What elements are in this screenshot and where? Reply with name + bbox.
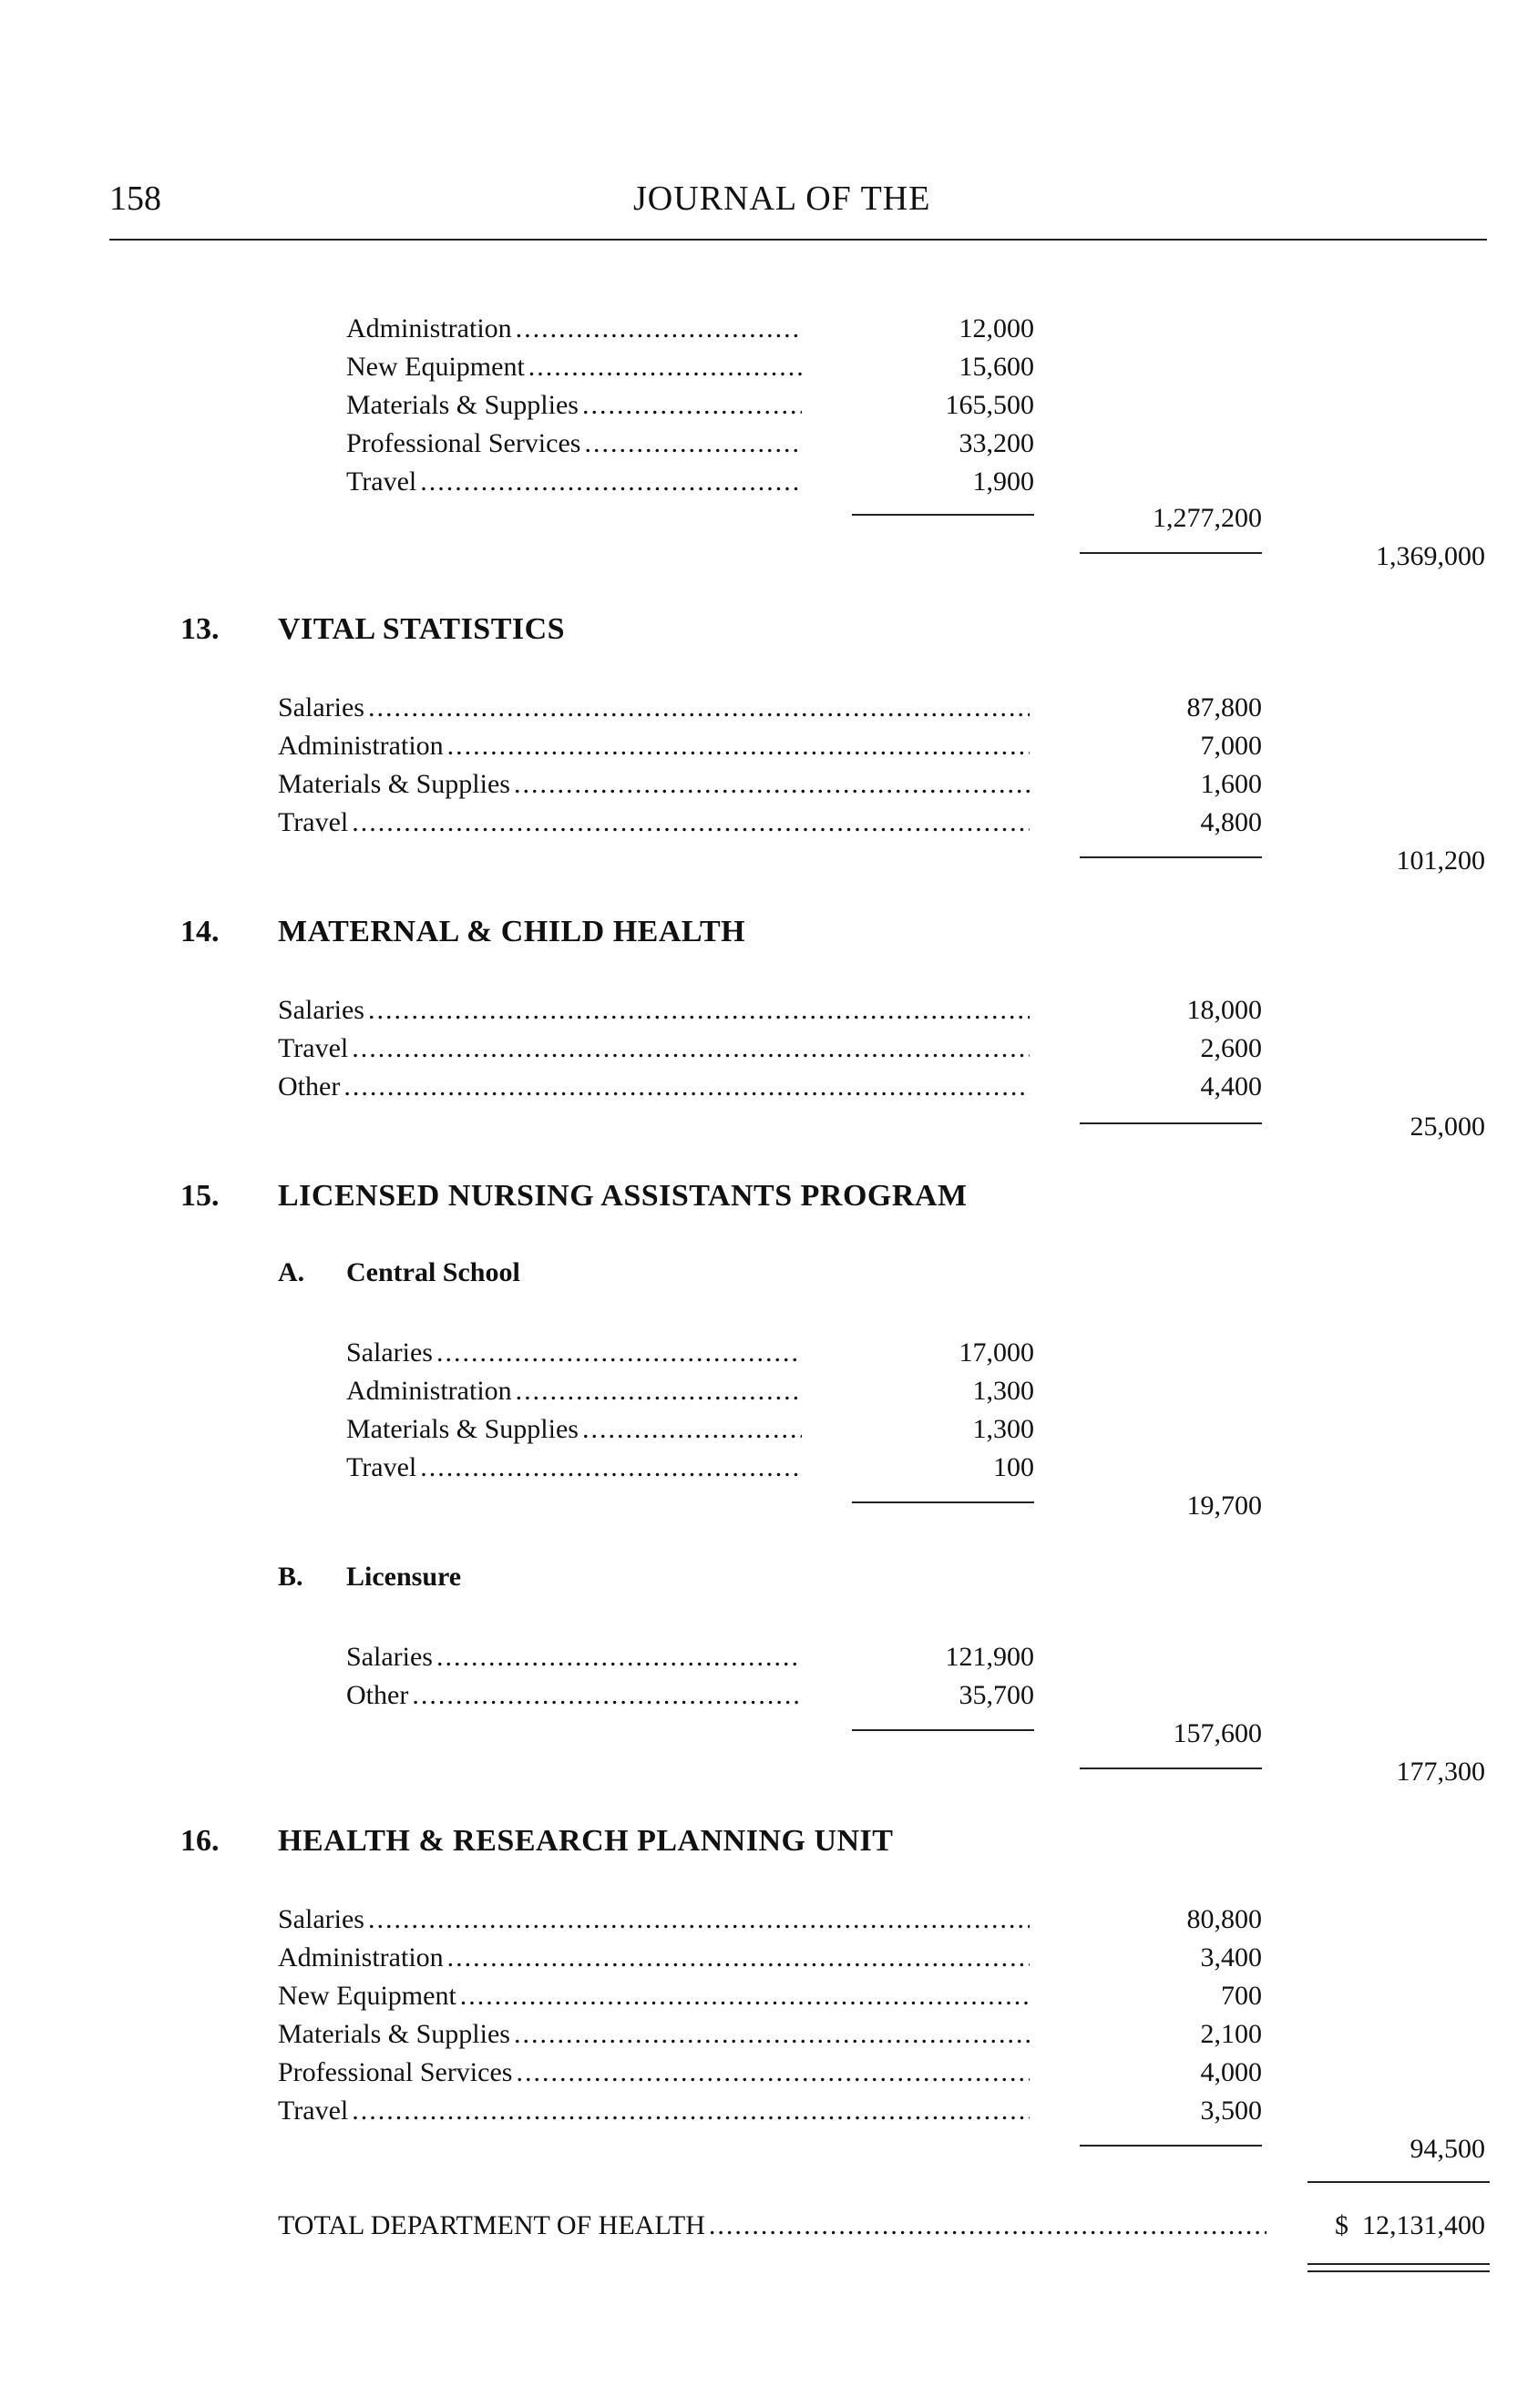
- subtotal-amount: 1,277,200: [1153, 503, 1262, 533]
- item-amount: 3,400: [1200, 1942, 1262, 1973]
- dot-leader: [416, 1450, 802, 1485]
- total-rule: [1080, 856, 1262, 858]
- item-amount: 80,800: [1186, 1904, 1262, 1934]
- dot-leader: [705, 2208, 1266, 2243]
- dot-leader: [433, 1640, 802, 1675]
- dot-leader: [510, 2017, 1030, 2052]
- line-item: [278, 2055, 1030, 2090]
- item-label: Administration: [278, 1942, 444, 1973]
- section-total-amount: 177,300: [1396, 1757, 1485, 1787]
- item-amount: 35,700: [959, 1680, 1034, 1710]
- item-amount: 87,800: [1186, 692, 1262, 722]
- page-title: JOURNAL OF THE: [633, 179, 931, 218]
- section-total-amount: 25,000: [1410, 1112, 1485, 1142]
- dot-leader: [364, 691, 1030, 725]
- line-item: [346, 388, 802, 423]
- subsection-letter: B.: [278, 1562, 303, 1592]
- subsection-title: Licensure: [346, 1562, 462, 1592]
- item-amount: 15,600: [959, 352, 1034, 382]
- item-label: Salaries: [278, 692, 364, 722]
- page-number: 158: [109, 179, 161, 218]
- section-total-amount: 1,369,000: [1376, 541, 1485, 571]
- total-rule: [1080, 1768, 1262, 1769]
- dot-leader: [416, 465, 802, 499]
- item-amount: 4,400: [1200, 1071, 1262, 1102]
- dot-leader: [408, 1678, 802, 1713]
- total-rule: [1080, 552, 1262, 554]
- item-label: Travel: [346, 1452, 417, 1482]
- item-amount: 121,900: [945, 1642, 1034, 1672]
- double-rule-top: [1307, 2263, 1490, 2265]
- item-label: New Equipment: [346, 352, 525, 382]
- line-item: [278, 1902, 1030, 1937]
- dot-leader: [512, 2055, 1030, 2090]
- section-number: 13.: [180, 612, 220, 646]
- dot-leader: [512, 312, 802, 346]
- line-item: [278, 729, 1030, 763]
- item-label: Travel: [278, 1033, 349, 1063]
- item-amount: 12,000: [959, 313, 1034, 343]
- item-label: Travel: [278, 807, 349, 837]
- total-rule: [1080, 1122, 1262, 1124]
- item-amount: 1,600: [1200, 769, 1262, 799]
- line-item: [278, 1941, 1030, 1975]
- item-amount: 100: [993, 1452, 1034, 1482]
- item-label: Administration: [346, 313, 512, 343]
- subtotal-rule: [852, 514, 1034, 516]
- line-item: [346, 1336, 802, 1370]
- dot-leader: [348, 1031, 1030, 1066]
- item-amount: 33,200: [959, 428, 1034, 458]
- item-label: Professional Services: [346, 428, 581, 458]
- item-amount: 700: [1221, 1981, 1262, 2011]
- item-amount: 1,900: [972, 466, 1034, 497]
- grand-total-top-rule: [1307, 2181, 1490, 2183]
- item-amount: 4,800: [1200, 807, 1262, 837]
- subsection-title: Central School: [346, 1257, 520, 1287]
- line-item: [278, 805, 1030, 840]
- item-amount: 1,300: [972, 1414, 1034, 1444]
- dot-leader: [364, 1902, 1030, 1937]
- header-rule: [109, 239, 1487, 241]
- item-amount: 165,500: [945, 390, 1034, 420]
- dot-leader: [510, 767, 1030, 802]
- grand-total-amount: $ 12,131,400: [1335, 2210, 1485, 2240]
- line-item: [346, 1450, 802, 1485]
- line-item: [278, 2094, 1030, 2128]
- line-item: [346, 426, 802, 461]
- line-item: [346, 1412, 802, 1447]
- item-amount: 2,600: [1200, 1033, 1262, 1063]
- grand-total-line: [278, 2208, 1266, 2243]
- item-label: Travel: [278, 2095, 349, 2126]
- total-rule: [1080, 2145, 1262, 2147]
- item-label: Materials & Supplies: [278, 2019, 510, 2049]
- item-label: Salaries: [346, 1337, 433, 1368]
- dot-leader: [444, 729, 1030, 763]
- item-label: Other: [346, 1680, 409, 1710]
- dot-leader: [579, 388, 802, 423]
- subtotal-rule: [852, 1501, 1034, 1503]
- double-rule-bottom: [1307, 2270, 1490, 2272]
- item-label: Professional Services: [278, 2057, 513, 2087]
- dot-leader: [348, 805, 1030, 840]
- item-label: Salaries: [346, 1642, 433, 1672]
- dot-leader: [525, 350, 802, 384]
- section-total-amount: 94,500: [1410, 2134, 1485, 2164]
- line-item: [278, 993, 1030, 1028]
- dot-leader: [512, 1374, 802, 1409]
- item-amount: 3,500: [1200, 2095, 1262, 2126]
- section-number: 16.: [180, 1824, 220, 1858]
- dot-leader: [364, 993, 1030, 1028]
- dot-leader: [348, 2094, 1030, 2128]
- line-item: [278, 2017, 1030, 2052]
- line-item: [278, 767, 1030, 802]
- line-item: [278, 691, 1030, 725]
- item-amount: 18,000: [1186, 995, 1262, 1025]
- dot-leader: [433, 1336, 802, 1370]
- item-label: Administration: [278, 731, 444, 761]
- line-item: [346, 465, 802, 499]
- dot-leader: [444, 1941, 1030, 1975]
- item-amount: 7,000: [1200, 731, 1262, 761]
- item-label: Salaries: [278, 995, 364, 1025]
- item-amount: 17,000: [959, 1337, 1034, 1368]
- item-label: Administration: [346, 1376, 512, 1406]
- section-title: VITAL STATISTICS: [278, 612, 566, 646]
- item-label: Salaries: [278, 1904, 364, 1934]
- item-label: New Equipment: [278, 1981, 456, 2011]
- subtotal-amount: 19,700: [1186, 1491, 1262, 1521]
- subsection-letter: A.: [278, 1257, 305, 1287]
- section-title: HEALTH & RESEARCH PLANNING UNIT: [278, 1824, 894, 1858]
- line-item: [346, 1678, 802, 1713]
- dot-leader: [580, 426, 802, 461]
- subtotal-amount: 157,600: [1173, 1718, 1262, 1748]
- item-label: Materials & Supplies: [346, 390, 579, 420]
- line-item: [278, 1031, 1030, 1066]
- subtotal-rule: [852, 1729, 1034, 1731]
- section-total-amount: 101,200: [1396, 845, 1485, 876]
- item-label: Travel: [346, 466, 417, 497]
- line-item: [278, 1070, 1030, 1104]
- line-item: [346, 1640, 802, 1675]
- item-amount: 4,000: [1200, 2057, 1262, 2087]
- item-label: Other: [278, 1071, 341, 1102]
- section-number: 15.: [180, 1179, 220, 1213]
- item-label: Materials & Supplies: [346, 1414, 579, 1444]
- section-number: 14.: [180, 915, 220, 948]
- section-title: LICENSED NURSING ASSISTANTS PROGRAM: [278, 1179, 968, 1213]
- line-item: [346, 312, 802, 346]
- dot-leader: [456, 1979, 1030, 2013]
- line-item: [346, 350, 802, 384]
- dot-leader: [579, 1412, 802, 1447]
- item-label: Materials & Supplies: [278, 769, 510, 799]
- item-amount: 2,100: [1200, 2019, 1262, 2049]
- section-title: MATERNAL & CHILD HEALTH: [278, 915, 746, 948]
- line-item: [346, 1374, 802, 1409]
- item-amount: 1,300: [972, 1376, 1034, 1406]
- line-item: [278, 1979, 1030, 2013]
- dot-leader: [340, 1070, 1030, 1104]
- grand-total-label: TOTAL DEPARTMENT OF HEALTH: [278, 2210, 705, 2240]
